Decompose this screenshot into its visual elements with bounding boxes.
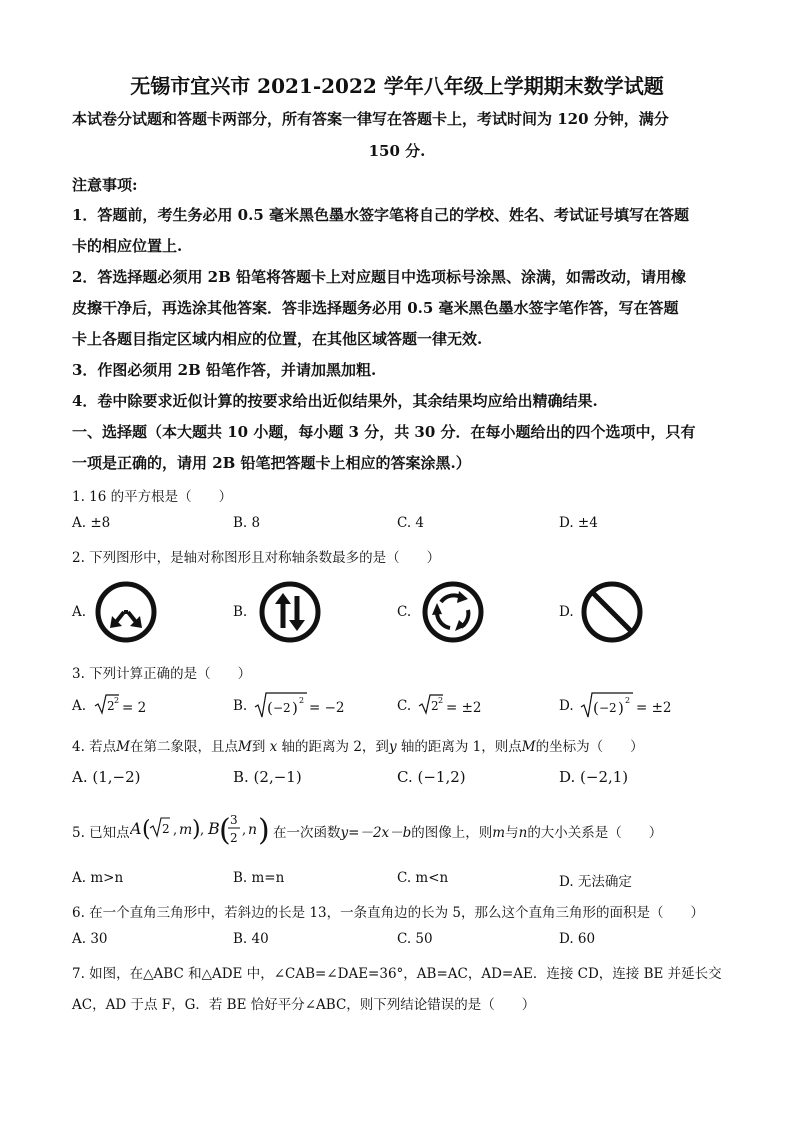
q5-option-b: B. m=n — [233, 870, 285, 886]
q3-option-b-radical — [254, 690, 308, 720]
svg-text:A: A — [130, 819, 142, 838]
q4-option-d: D. (−2,1) — [559, 768, 629, 786]
svg-text:m: m — [179, 822, 193, 838]
svg-text:): ) — [618, 699, 624, 717]
q3-option-c-rhs: = ±2 — [446, 700, 482, 716]
q3-option-a-label: A. — [72, 698, 87, 714]
no-entry-sign-icon — [580, 580, 644, 644]
q4-option-b: B. (2,−1) — [233, 768, 302, 786]
question-5-stem-prefix: 5. 已知点 — [72, 825, 130, 841]
q6-option-c: C. 50 — [397, 931, 433, 947]
svg-text:2: 2 — [107, 699, 115, 713]
svg-text:(: ( — [593, 699, 599, 717]
q5-points-formula — [130, 806, 273, 852]
question-3-stem: 3. 下列计算正确的是（ ） — [72, 666, 252, 682]
svg-text:−2: −2 — [273, 701, 291, 715]
svg-text:n: n — [248, 822, 258, 838]
svg-text:2: 2 — [438, 696, 444, 705]
q1-option-b: B. 8 — [233, 515, 261, 531]
svg-text:B: B — [208, 819, 220, 838]
svg-text:): ) — [258, 813, 270, 848]
q6-option-d: D. 60 — [559, 931, 596, 947]
notes-line: 3．作图必须用 2B 铅笔作答，并请加黑加粗. — [72, 361, 377, 379]
notes-line: 卡的相应位置上. — [72, 237, 183, 255]
question-6-stem: 6. 在一个直角三角形中，若斜边的长是 13，一条直角边的长为 5，那么这个直角三角形的面积是（ ） — [72, 905, 705, 921]
svg-text:2: 2 — [299, 696, 305, 705]
question-4-stem: 4. 若点M在第二象限，且点M到 x 轴的距离为 2，到y 轴的距离为 1，则点M的坐标为（ ） — [72, 739, 644, 755]
svg-text:2: 2 — [230, 831, 238, 845]
question-7-line-2: AC，AD 于点 F，G．若 BE 恰好平分∠ABC，则下列结论错误的是（ ） — [72, 997, 536, 1013]
question-2-stem: 2. 下列图形中，是轴对称图形且对称轴条数最多的是（ ） — [72, 550, 441, 566]
q4-option-c: C. (−1,2) — [397, 768, 466, 786]
intro-line-2: 150 分. — [368, 142, 426, 160]
svg-text:2: 2 — [162, 822, 170, 836]
q5-option-c: C. m<n — [397, 870, 449, 886]
q3-option-c-label: C. — [397, 698, 412, 714]
q2-option-b: B. — [233, 604, 248, 620]
up-down-arrows-sign-icon — [258, 580, 322, 644]
page-title: 无锡市宜兴市 2021-2022 学年八年级上学期期末数学试题 — [130, 74, 664, 98]
notes-line: 皮擦干净后，再选涂其他答案．答非选择题务必用 0.5 毫米黑色墨水签字笔作答，写在答题 — [72, 299, 679, 317]
q6-option-a: A. 30 — [72, 931, 108, 947]
q3-option-b-rhs: = −2 — [309, 700, 345, 716]
notes-heading: 注意事项: — [72, 176, 138, 194]
svg-text:−2: −2 — [599, 701, 617, 715]
roundabout-sign-icon — [421, 580, 485, 644]
svg-text:3: 3 — [230, 813, 238, 827]
svg-text:2: 2 — [431, 699, 439, 713]
intro-line-1: 本试卷分试题和答题卡两部分，所有答案一律写在答题卡上，考试时间为 120 分钟，满分 — [72, 110, 669, 128]
svg-text:): ) — [192, 817, 201, 842]
q5-option-a: A. m>n — [72, 870, 124, 886]
q3-option-a-radical — [94, 692, 120, 716]
svg-text:(: ( — [267, 699, 273, 717]
question-1-stem: 1. 16 的平方根是（ ） — [72, 489, 233, 505]
notes-line: 4．卷中除要求近似计算的按要求给出近似结果外，其余结果均应给出精确结果. — [72, 392, 598, 410]
q1-option-c: C. 4 — [397, 515, 425, 531]
svg-text:): ) — [292, 699, 298, 717]
notes-line: 2．答选择题必须用 2B 铅笔将答题卡上对应题目中选项标号涂黑、涂满，如需改动，请用橡 — [72, 268, 687, 286]
section-heading: 一项是正确的，请用 2B 铅笔把答题卡上相应的答案涂黑.） — [72, 454, 471, 472]
q6-option-b: B. 40 — [233, 931, 269, 947]
q2-option-c: C. — [397, 604, 412, 620]
q3-option-d-radical — [580, 690, 634, 720]
q1-option-d: D. ±4 — [559, 515, 598, 531]
diagonal-arrows-sign-icon — [94, 580, 158, 644]
q3-option-d-label: D. — [559, 698, 574, 714]
svg-text:,: , — [200, 823, 205, 838]
q3-option-a-rhs: = 2 — [122, 700, 147, 716]
svg-text:(: ( — [142, 817, 151, 842]
q3-option-d-rhs: = ±2 — [636, 700, 672, 716]
q3-option-b-label: B. — [233, 698, 248, 714]
q2-option-d: D. — [559, 604, 574, 620]
svg-text:,: , — [242, 823, 247, 838]
question-7-line-1: 7. 如图，在△ABC 和△ADE 中，∠CAB=∠DAE=36°，AB=AC，AD=AE．连接 CD，连接 BE 并延长交 — [72, 966, 722, 982]
svg-text:2: 2 — [114, 696, 120, 705]
q1-option-a: A. ±8 — [72, 515, 111, 531]
svg-text:2: 2 — [625, 696, 631, 705]
q2-option-a: A. — [72, 604, 87, 620]
notes-line: 卡上各题目指定区域内相应的位置，在其他区域答题一律无效. — [72, 330, 483, 348]
notes-line: 1．答题前，考生务必用 0.5 毫米黑色墨水签字笔将自己的学校、姓名、考试证号填写在答题 — [72, 206, 689, 224]
section-heading: 一、选择题（本大题共 10 小题，每小题 3 分，共 30 分．在每小题给出的四个选项中，只有 — [72, 423, 696, 441]
q5-option-d: D. 无法确定 — [559, 874, 632, 890]
q3-option-c-radical — [418, 692, 444, 716]
svg-text:,: , — [173, 823, 178, 838]
svg-text:(: ( — [219, 813, 231, 848]
q4-option-a: A. (1,−2) — [72, 768, 141, 786]
question-5-stem-rest: 在一次函数y=－2x－b的图像上，则m与n的大小关系是（ ） — [273, 825, 663, 841]
